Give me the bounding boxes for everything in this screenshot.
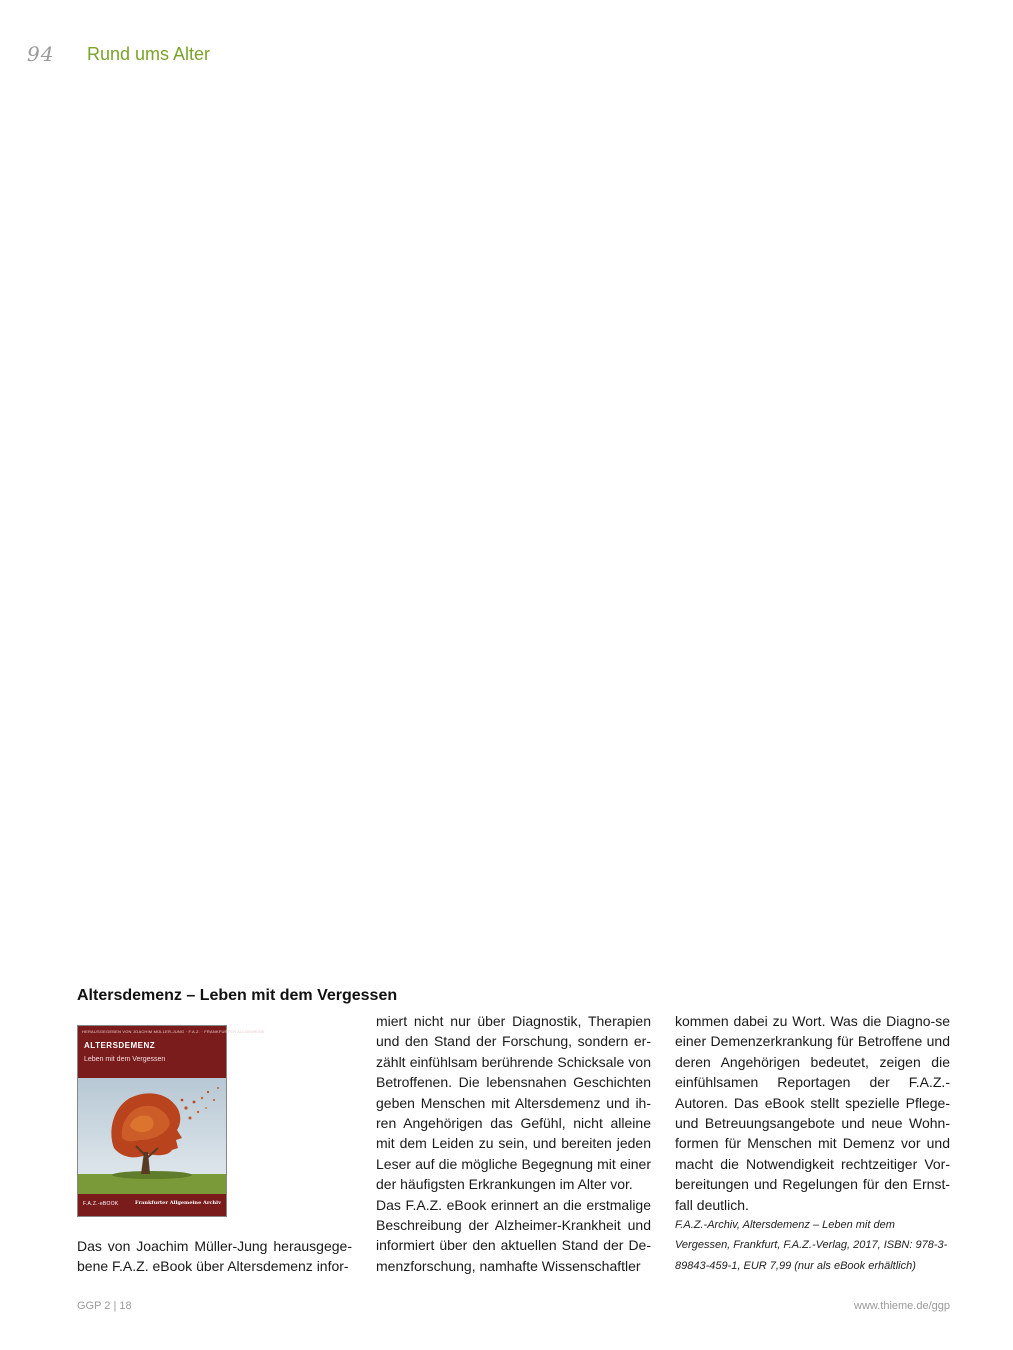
book-cover-image <box>77 1025 265 1217</box>
book-citation: F.A.Z.-Archiv, Altersdemenz – Leben mit dem Vergessen, Frankfurt, F.A.Z.-Verlag, 2017, ISBN: 978-3-89843-459-1, EUR 7,99 (nur als eBook erhältlich) <box>675 1219 948 1272</box>
cover-editor-strip: HERAUSGEGEBEN VON JOACHIM MÜLLER-JUNG · F.A.Z. · FRANKFURTER ALLGEMEINE <box>82 1029 265 1034</box>
cover-header-band <box>78 1026 265 1078</box>
article-column-1-text: Das von Joachim Müller-Jung herausgege-bene F.A.Z. eBook über Altersdemenz infor- <box>77 1238 352 1275</box>
article-column-3 <box>675 1011 950 1276</box>
footer-issue: GGP 2 | 18 <box>77 1300 132 1312</box>
section-title: Rund ums Alter <box>87 44 211 64</box>
cover-publisher-logo: Frankfurter Allgemeine Archiv <box>134 1200 221 1206</box>
article-paragraph: kommen dabei zu Wort. Was die Diagno-se einer Demenzerkrankung für Betroffene und deren Angehörigen bedeutet, zeigen die einfühlsamen Reportagen der F.A.Z.-Autoren. Das eBook stellt spezielle Pflege- und Betreuungsangebote und neue Wohn-formen für Menschen mit Demenz vor und macht die Notwendigkeit rechtzeitiger Vor-bereitungen und Regelungen für den Ernst-fall deutlich. <box>675 1013 950 1213</box>
cover-footer-band <box>78 1194 226 1216</box>
article-paragraph: miert nicht nur über Diagnostik, Therapien und den Stand der Forschung, sondern er-zählt einfühlsam berührende Schicksale von Betroffenen. Die lebensnahen Geschichten geben Menschen mit Altersdemenz und ih-ren Angehörigen das Gefühl, nicht alleine mit dem Leiden zu sein, und bereiten jeden Leser auf die mögliche Begegnung mit einer der häufigsten Erkrankungen im Alter vor. <box>376 1013 651 1193</box>
article-title: Altersdemenz – Leben mit dem Vergessen <box>77 987 398 1004</box>
article-column-2 <box>376 1011 651 1276</box>
cover-series-label: F.A.Z.-eBOOK <box>83 1201 119 1207</box>
page-number: 94 <box>27 42 55 66</box>
head-tree-illustration <box>78 1078 226 1194</box>
article-paragraph: Das F.A.Z. eBook erinnert an die erstmalige Beschreibung der Alzheimer-Krankheit und informiert über den aktuellen Stand der De-menzforschung, namhafte Wissenschaftler <box>376 1196 651 1274</box>
footer-website: www.thieme.de/ggp <box>854 1300 950 1312</box>
cover-title: ALTERSDEMENZ <box>84 1041 156 1050</box>
cover-subtitle: Leben mit dem Vergessen <box>84 1056 166 1063</box>
